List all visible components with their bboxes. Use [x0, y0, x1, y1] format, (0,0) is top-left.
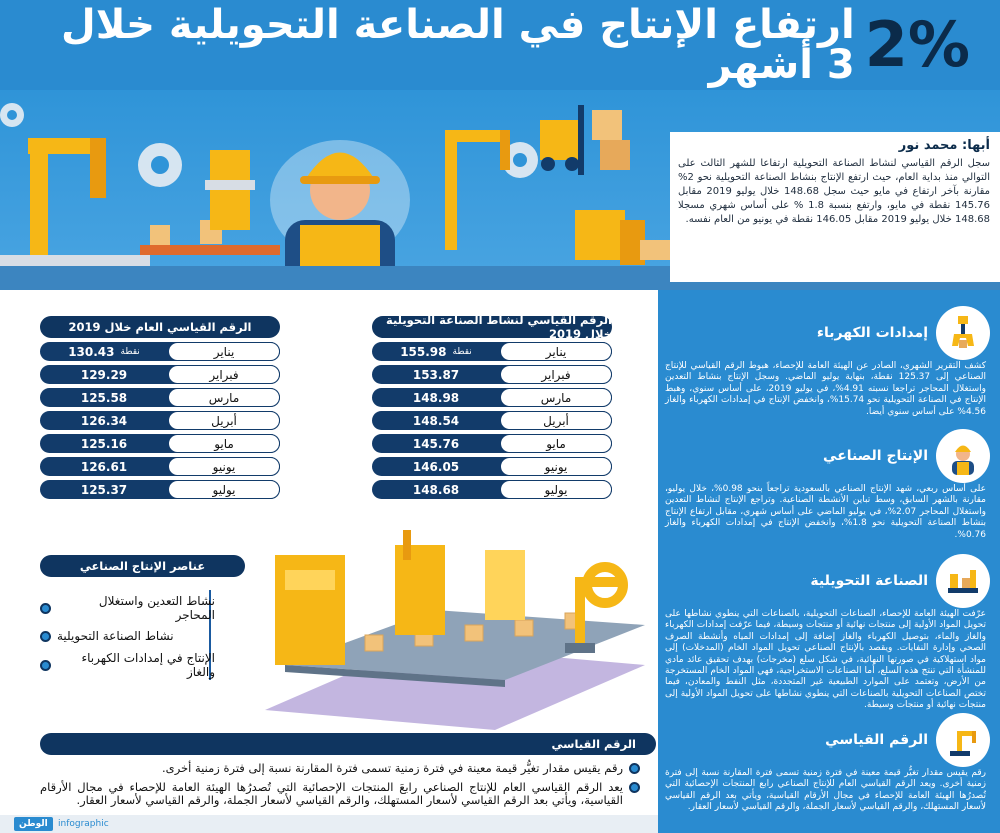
section-industrial-body: على أساس ربعي، شهد الإنتاج الصناعي بالسعودية تراجعاً بنحو 0.98%، خلال يوليو، مقارنة بالشهر السابق، وسط تباين الأنشطة الصناعية. وتراجع الإنتاج لنشاط التعدين واستغلال المحاجر 2.07%، في يوليو الماضي على أساس شهري، مقابل ارتفاع الإنتاج بنشاط الصناعة التحويلية نحو 1.8%، وانخفض الإنتاج في إمدادات الكهرباء والغاز 0.76%.: [665, 484, 987, 540]
bullet-dot-icon: [40, 660, 51, 671]
month-cell: يوليو: [500, 480, 612, 499]
value-cell: [372, 388, 500, 407]
section-industrial-production: [665, 428, 990, 541]
section-electricity-title: إمدادات الكهرباء: [816, 325, 928, 341]
bullet-dot-icon: [629, 763, 640, 774]
bullet-dot-icon: [629, 782, 640, 793]
value-number: 145.76: [412, 436, 460, 451]
list-item: [40, 625, 215, 647]
month-cell: مارس: [168, 388, 280, 407]
month-cell: يونيو: [500, 457, 612, 476]
bullet-dot-icon: [40, 631, 51, 642]
value-number: 155.98: [400, 344, 447, 359]
value-number: 146.05: [412, 459, 460, 474]
value-cell: [40, 457, 168, 476]
value-number: 148.68: [412, 482, 460, 497]
value-cell: [40, 480, 168, 499]
table-row: [372, 342, 612, 361]
month-cell: مايو: [168, 434, 280, 453]
table-row: [372, 388, 612, 407]
bullet-text: رقم يقيس مقدار تغيُّر قيمة معينة في فترة زمنية تسمى فترة المقارنة نسبة إلى فترة زمنية أخرى.: [162, 761, 623, 775]
conveyor-illustration: [245, 515, 655, 730]
title-text: ارتفاع الإنتاج في الصناعة التحويلية خلال 3 أشهر: [60, 2, 855, 88]
month-cell: مارس: [500, 388, 612, 407]
section-index: [665, 712, 990, 814]
value-number: 125.58: [80, 390, 128, 405]
table-row: [40, 388, 280, 407]
value-cell: [40, 342, 168, 361]
table-row: [40, 480, 280, 499]
month-cell: فبراير: [500, 365, 612, 384]
section-electricity-body: كشف التقرير الشهري، الصادر عن الهيئة العامة للإحصاء، هبوط الرقم القياسي للإنتاج الصناعي إلى 125.37 نقطة، بنهاية يوليو الماضي. وسجل الإنتاج بنشاط التعدين واستغلال المحاجر تراجعا نسبته 4.91%، في يوليو 2019، على أساس سنوي، وهبط الإنتاج في الصناعة التحويلية نحو 15.74%، وانخفض الإنتاج في إمدادات الكهرباء والغاز 4.56% على أساس سنوي أيضا.: [665, 361, 986, 417]
section-electricity: [665, 305, 990, 418]
crane-claw-icon: [936, 306, 990, 360]
intro-paragraph: سجل الرقم القياسي لنشاط الصناعة التحويلية ارتفاعا للشهر الثالث على التوالي منذ بداية العام، حيث ارتفع الإنتاج بنشاط الصناعة التحويلية نحو 2% مقارنة بآخر ارتفاع في مايو حيث سجل 148.68 خلال يوليو 2019 مقابل 145.76 نقطة في مايو، وارتفع بنسبة 1.8 % على أساس شهري مسجلا 148.68 خلال يوليو 2019 مقابل 146.05 نقطة في يونيو من العام نفسه.: [678, 158, 991, 225]
table-general-index: [40, 316, 280, 499]
section-index-title: الرقم القياسي: [825, 732, 928, 748]
list-item: [40, 762, 640, 775]
value-cell: [40, 434, 168, 453]
value-number: 130.43: [68, 344, 115, 359]
title-percent: 2%: [864, 8, 970, 81]
value-number: 148.54: [412, 413, 460, 428]
footer-bar: [0, 815, 658, 833]
worker-icon: [936, 429, 990, 483]
value-cell: [372, 480, 500, 499]
table-row: [40, 457, 280, 476]
section-manufacturing-body: عرّفت الهيئة العامة للإحصاء، الصناعات التحويلية، بالصناعات التي ينطوي نشاطها على تحويل المواد الأولية إلى منتجات نهائية أو منتجات وسيطة، فيما عرّفت إمدادات الكهرباء والغاز والماء، بتوصيل الكهرباء والغاز إضافة إلى إمدادات المياه وأنشطة الصرف الصحي وإدارة النفايات. ويقصد بالإنتاج الصناعي تحويل المواد الخام (المدخلات) إلى مواد استهلاكية في صورتها النهائية، في شكل سلع (مخرجات) بهدف تحقيق عائد مادي للمنشأة التي تنتج هذه السلع، أما الصناعات الاستخراجية، فهي المواد الخام المستخرجة من الأرض، وتعتمد على الموارد الطبيعية غير المتجددة، مثل النفط والمعادن، فيما تختص الصناعات التحويلية بالصناعات التي ينطوي نشاطها على تحويل المواد الأولية إلى منتجات نهائية أو منتجات وسيطة.: [665, 609, 986, 711]
section-index-header: [665, 712, 990, 768]
month-cell: فبراير: [168, 365, 280, 384]
forklift: [540, 105, 630, 175]
table-row: [372, 480, 612, 499]
value-unit: نقطة: [452, 346, 472, 357]
section-manufacturing-title: الصناعة التحويلية: [810, 573, 928, 589]
conveyor-icon: [936, 554, 990, 608]
table-row: [372, 411, 612, 430]
value-cell: [372, 457, 500, 476]
table-row: [372, 457, 612, 476]
header-banner: [0, 0, 1000, 90]
month-cell: يناير: [500, 342, 612, 361]
month-cell: يناير: [168, 342, 280, 361]
page-title: [30, 2, 970, 88]
elements-title: عناصر الإنتاج الصناعي: [40, 555, 245, 577]
section-manufacturing: [665, 553, 990, 712]
month-cell: مايو: [500, 434, 612, 453]
value-cell: [40, 365, 168, 384]
section-industrial-header: [665, 428, 990, 484]
table-row: [40, 342, 280, 361]
alwatan-logo: الوطن: [14, 817, 53, 831]
list-item-label: الإنتاج في إمدادات الكهرباء والغاز: [81, 651, 215, 679]
value-number: 126.61: [80, 459, 128, 474]
value-number: 129.29: [80, 367, 128, 382]
section-index-body: رقم يقيس مقدار تغيُّر قيمة معينة في فترة زمنية تسمى فترة المقارنة نسبة إلى فترة زمنية أخرى. ويعد الرقم القياسي العام للإنتاج الصناعي رابع المنتجات الإحصائية التي تُصدرُها الهيئة العامة للإحصاء في مجال الأرقام القياسية، ويأتي بعد الرقم القياسي لأسعار المستهلك، والرقم القياسي لأسعار الجملة، والرقم القياسي لأسعار العقار.: [665, 768, 986, 813]
value-cell: [372, 434, 500, 453]
table-row: [372, 434, 612, 453]
index-definition-header: [40, 733, 656, 755]
table-row: [40, 434, 280, 453]
value-cell: [40, 411, 168, 430]
author-name: أبها: محمد نور: [898, 138, 990, 153]
infographic-tag: infographic: [58, 819, 109, 829]
month-cell: أبريل: [500, 411, 612, 430]
list-item-label: نشاط التعدين واستغلال المحاجر: [98, 594, 215, 622]
month-cell: يونيو: [168, 457, 280, 476]
section-industrial-title: الإنتاج الصناعي: [823, 448, 928, 464]
table-row: [40, 365, 280, 384]
section-manufacturing-header: [665, 553, 990, 609]
value-cell: [372, 342, 500, 361]
value-number: 153.87: [412, 367, 460, 382]
month-cell: أبريل: [168, 411, 280, 430]
value-cell: [372, 411, 500, 430]
list-item-label: نشاط الصناعة التحويلية: [57, 629, 174, 643]
robot-arm-icon: [936, 713, 990, 767]
value-number: 148.98: [412, 390, 460, 405]
section-electricity-header: [665, 305, 990, 361]
list-item: [40, 651, 215, 679]
robot-arm-right: [445, 130, 510, 250]
value-number: 125.16: [80, 436, 128, 451]
robot-arm-left: [0, 138, 150, 267]
table-general-title: الرقم القياسي العام خلال 2019: [40, 316, 280, 338]
table-row: [40, 411, 280, 430]
table-manufacturing-index: [372, 313, 612, 499]
bullet-dot-icon: [40, 603, 51, 614]
month-cell: يوليو: [168, 480, 280, 499]
value-number: 125.37: [80, 482, 128, 497]
value-number: 126.34: [80, 413, 128, 428]
value-cell: [40, 388, 168, 407]
list-item: [40, 781, 640, 807]
value-unit: نقطة: [120, 346, 140, 357]
byline-box: [670, 132, 1000, 282]
list-item: [40, 594, 215, 622]
index-definition-title: الرقم القياسي: [551, 737, 636, 751]
bullet-text: يعد الرقم القياسي العام للإنتاج الصناعي رابعَ المنتجات الإحصائية التي تُصدرُها الهيئة العامة للإحصاء في مجال الأرقام القياسية، ويأتي بعد الرقم القياسي لأسعار المستهلك، والرقم القياسي لأسعار الجملة، والرقم القياسي لأسعار العقار.: [40, 780, 623, 807]
table-row: [372, 365, 612, 384]
value-cell: [372, 365, 500, 384]
table-manufacturing-title: الرقم القياسي لنشاط الصناعة التحويلية خلال 2019: [372, 316, 612, 338]
